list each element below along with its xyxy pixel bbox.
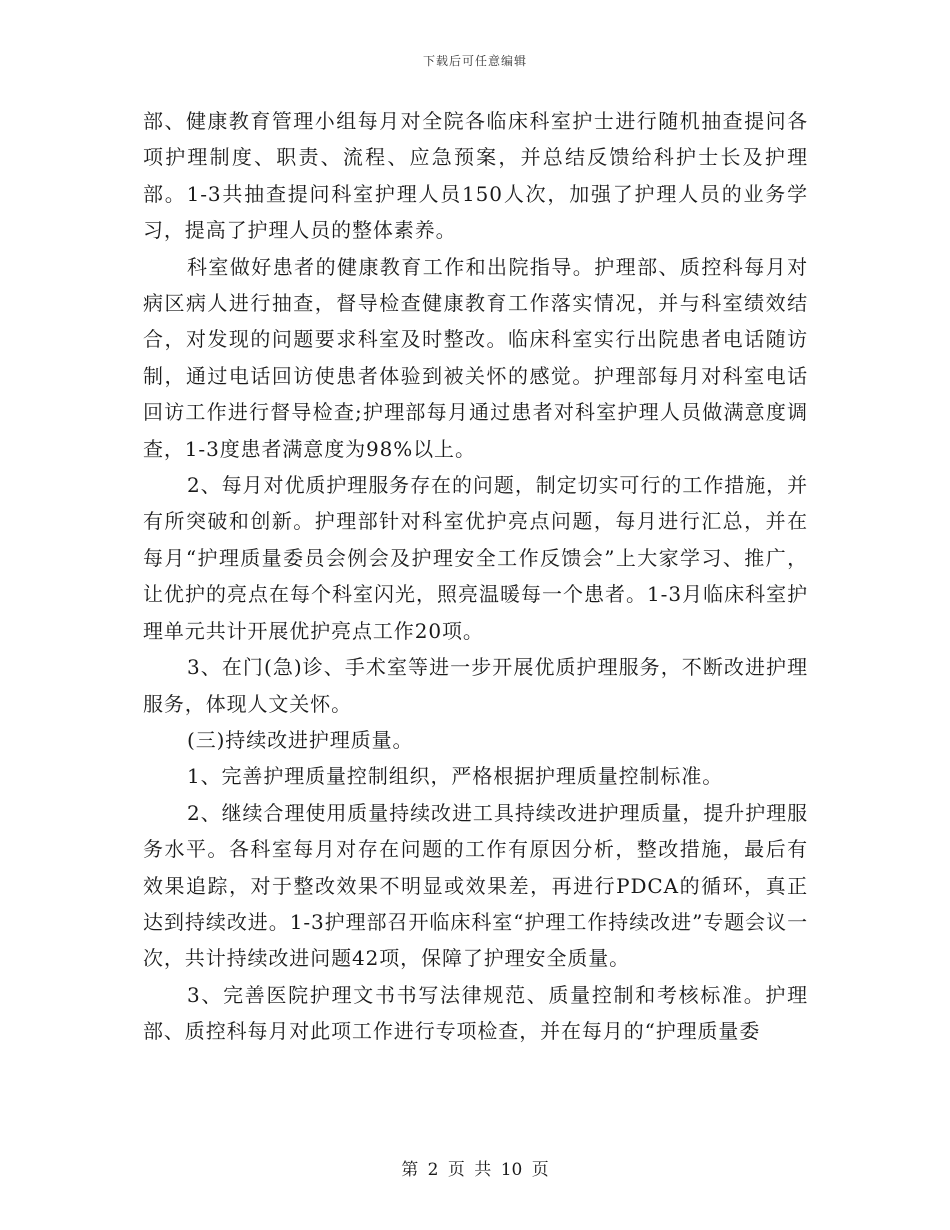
paragraph-8: 3、完善医院护理文书书写法律规范、质量控制和考核标准。护理部、质控科每月对此项工作进行专项检查，并在每月的“护理质量委 (143, 982, 808, 1044)
paragraph-7: 2、继续合理使用质量持续改进工具持续改进护理质量，提升护理服务水平。各科室每月对存在问题的工作有原因分析，整改措施，最后有效果追踪，对于整改效果不明显或效果差，再进行PDCA的循环，真正达到持续改进。1-3护理部召开临床科室“护理工作持续改进”专题会议一次，共计持续改进问题42项，保障了护理安全质量。 (143, 800, 808, 971)
page-number-footer: 第 2 页 共 10 页 (401, 1160, 549, 1180)
document-body (143, 103, 808, 1050)
paragraph-1: 部、健康教育管理小组每月对全院各临床科室护士进行随机抽查提问各项护理制度、职责、流程、应急预案，并总结反馈给科护士长及护理部。1-3共抽查提问科室护理人员150人次，加强了护理人员的业务学习，提高了护理人员的整体素养。 (143, 109, 808, 243)
paragraph-6: 1、完善护理质量控制组织，严格根据护理质量控制标准。 (187, 764, 724, 789)
paragraph-4: 3、在门(急)诊、手术室等进一步开展优质护理服务，不断改进护理服务，体现人文关怀。 (143, 655, 808, 716)
page-header-note: 下载后可任意编辑 (422, 54, 527, 68)
section-heading: (三)持续改进护理质量。 (187, 727, 414, 752)
paragraph-3: 2、每月对优质护理服务存在的问题，制定切实可行的工作措施，并有所突破和创新。护理部针对科室优护亮点问题，每月进行汇总，并在每月“护理质量委员会例会及护理安全工作反馈会”上大家学习、推广，让优护的亮点在每个科室闪光，照亮温暖每一个患者。1-3月临床科室护理单元共计开展优护亮点工作20项。 (143, 473, 808, 643)
paragraph-2: 科室做好患者的健康教育工作和出院指导。护理部、质控科每月对病区病人进行抽查，督导检查健康教育工作落实情况，并与科室绩效结合，对发现的问题要求科室及时整改。临床科室实行出院患者电话随访制，通过电话回访使患者体验到被关怀的感觉。护理部每月对科室电话回访工作进行督导检查;护理部每月通过患者对科室护理人员做满意度调查，1-3度患者满意度为98%以上。 (143, 254, 808, 461)
